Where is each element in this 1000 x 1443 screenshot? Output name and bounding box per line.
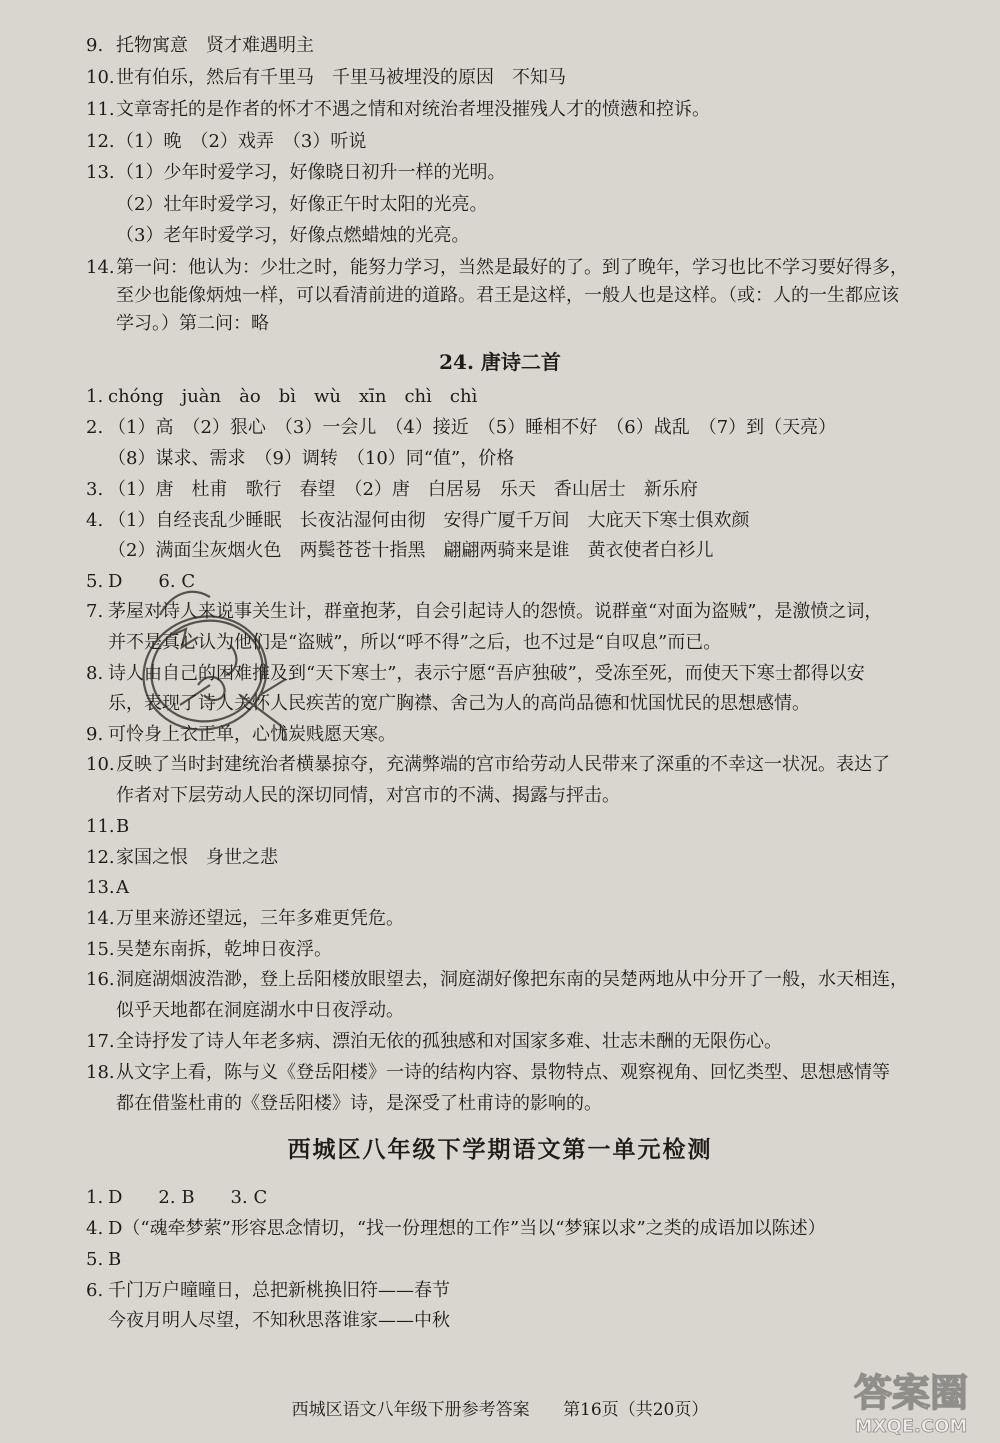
- answer-text: 吴楚东南拆，乾坤日夜浮。: [116, 939, 332, 960]
- answer-text: 第一问：他认为：少壮之时，能努力学习，当然是最好的了。到了晚年，学习也比不学习要好得多，: [116, 257, 908, 278]
- unit-test-heading: 西城区八年级下学期语文第一单元检测: [287, 1136, 713, 1163]
- answer-text: 似乎天地都在洞庭湖水中日夜浮动。: [116, 1000, 404, 1021]
- item-number: 13.: [86, 162, 115, 183]
- item-number: 18.: [86, 1062, 115, 1083]
- answer-text: 都在借鉴杜甫的《登岳阳楼》诗，是深受了杜甫诗的影响的。: [116, 1093, 602, 1114]
- answer-text: D（“魂牵梦萦”形容思念情切，“找一份理想的工作”当以“梦寐以求”之类的成语加以陈述）: [108, 1218, 826, 1239]
- answer-text: 今夜月明人尽望，不知秋思落谁家——中秋: [108, 1310, 450, 1331]
- answer-text: （1）唐 杜甫 歌行 春望 （2）唐 白居易 乐天 香山居士 新乐府: [108, 479, 698, 500]
- answer-text: （8）谋求、需求 （9）调转 （10）同“值”，价格: [108, 448, 515, 469]
- answer-text: 洞庭湖烟波浩渺，登上岳阳楼放眼望去，洞庭湖好像把东南的吴楚两地从中分开了一般，水天相连，: [116, 969, 908, 990]
- answer-text: （3）老年时爱学习，好像点燃蜡烛的光亮。: [116, 225, 470, 246]
- svg-text:MXQE.COM: MXQE.COM: [854, 1416, 968, 1437]
- item-number: 9.: [86, 35, 104, 56]
- answer-text: （2）满面尘灰烟火色 两鬓苍苍十指黑 翩翩两骑来是谁 黄衣使者白衫儿: [108, 540, 714, 561]
- item-number: 12.: [86, 131, 115, 152]
- item-number: 17.: [86, 1031, 115, 1052]
- answer-text: 诗人由自己的困难推及到“天下寒士”，表示宁愿“吾庐独破”，受冻至死，而使天下寒士都得以安: [108, 663, 865, 684]
- svg-text:答案圈: 答案圈: [853, 1371, 969, 1415]
- answer-text: D 6. C: [108, 571, 196, 592]
- item-number: 4.: [86, 510, 104, 531]
- item-number: 5.: [86, 571, 104, 592]
- item-number: 1.: [86, 386, 104, 407]
- answer-text: 作者对下层劳动人民的深切同情，对宫市的不满、揭露与抨击。: [116, 785, 620, 806]
- item-number: 13.: [86, 877, 115, 898]
- footer-book-title: 西城区语文八年级下册参考答案: [291, 1400, 530, 1420]
- item-number: 14.: [86, 908, 115, 929]
- item-number: 3.: [86, 479, 104, 500]
- answer-text: 万里来游还望远，三年多难更凭危。: [116, 908, 404, 929]
- answer-text: 学习。）第二问：略: [116, 313, 269, 334]
- answer-text: （1）少年时爱学习，好像晓日初升一样的光明。: [116, 162, 506, 183]
- item-number: 9.: [86, 724, 104, 745]
- page-footer: [0, 1398, 1000, 1422]
- item-number: 6.: [86, 1280, 104, 1301]
- item-number: 12.: [86, 847, 115, 868]
- answer-text: （1）高 （2）狠心 （3）一会儿 （4）接近 （5）睡相不好 （6）战乱 （7）到（天亮）: [108, 417, 837, 438]
- item-number: 10.: [86, 754, 115, 775]
- answer-text: B: [116, 816, 130, 837]
- item-number: 2.: [86, 417, 104, 438]
- item-number: 4.: [86, 1218, 104, 1239]
- answer-text: （1）自经丧乱少睡眠 长夜沾湿何由彻 安得广厦千万间 大庇天下寒士俱欢颜: [108, 510, 750, 531]
- item-number: 16.: [86, 969, 115, 990]
- answer-text: 从文字上看，陈与义《登岳阳楼》一诗的结构内容、景物特点、观察视角、回忆类型、思想感情等: [116, 1062, 890, 1083]
- answer-text: 可怜身上衣正单，心忧炭贱愿天寒。: [108, 724, 396, 745]
- answer-text: 反映了当时封建统治者横暴掠夺，充满弊端的宫市给劳动人民带来了深重的不幸这一状况。表达了: [116, 754, 890, 775]
- answer-text: B: [108, 1249, 122, 1270]
- section-heading: 24. 唐诗二首: [439, 350, 561, 374]
- footer-page-info: 第16页（共20页）: [563, 1400, 709, 1420]
- item-number: 10.: [86, 67, 115, 88]
- answer-text: 并不是真心认为他们是“盗贼”，所以“呼不得”之后，也不过是“自叹息”而已。: [108, 632, 722, 653]
- answer-text: 全诗抒发了诗人年老多病、漂泊无依的孤独感和对国家多难、壮志未酬的无限伤心。: [116, 1031, 782, 1052]
- answer-text: 托物寓意 贤才难遇明主: [116, 35, 314, 56]
- answer-text: 千门万户曈曈日，总把新桃换旧符——春节: [108, 1280, 450, 1301]
- item-number: 5.: [86, 1249, 104, 1270]
- item-number: 11.: [86, 816, 115, 837]
- item-number: 8.: [86, 663, 104, 684]
- item-number: 7.: [86, 601, 104, 622]
- answer-text: （1）晚 （2）戏弄 （3）听说: [116, 131, 367, 152]
- item-number: 14.: [86, 257, 115, 278]
- answer-text: 文章寄托的是作者的怀才不遇之情和对统治者埋没摧残人才的愤懑和控诉。: [116, 99, 710, 120]
- answer-text: chóng juàn ào bì wù xīn chì chì: [108, 386, 478, 407]
- item-number: 1.: [86, 1187, 104, 1208]
- answer-text: 家国之恨 身世之悲: [116, 847, 278, 868]
- answer-text: A: [116, 877, 129, 898]
- answer-text: D 2. B 3. C: [108, 1187, 268, 1208]
- answer-text: 茅屋对诗人来说事关生计，群童抱茅，自会引起诗人的怨愤。说群童“对面为盗贼”，是激愤之词，: [108, 601, 883, 622]
- answer-text: 乐，表现了诗人关怀人民疾苦的宽广胸襟、舍己为人的高尚品德和忧国忧民的思想感情。: [108, 693, 810, 714]
- answer-text: 至少也能像炳烛一样，可以看清前进的道路。君王是这样，一般人也是这样。（或：人的一生都应该: [116, 285, 899, 306]
- item-number: 11.: [86, 99, 115, 120]
- answer-text: 世有伯乐，然后有千里马 千里马被埋没的原因 不知马: [116, 67, 566, 88]
- item-number: 15.: [86, 939, 115, 960]
- answer-text: （2）壮年时爱学习，好像正午时太阳的光亮。: [116, 194, 488, 215]
